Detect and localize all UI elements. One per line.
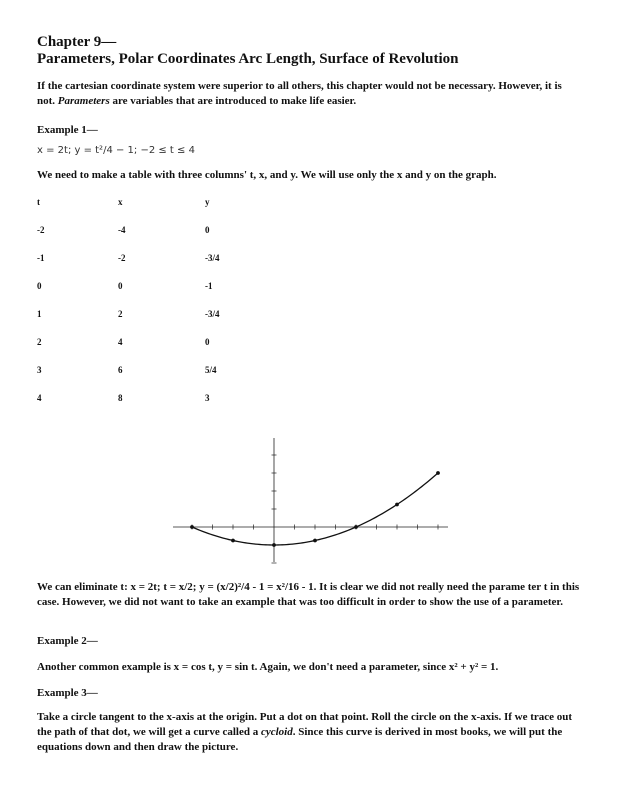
table-cell-x: 2 — [118, 309, 123, 319]
example3-label: Example 3— — [37, 687, 98, 699]
example1-label: Example 1— — [37, 124, 98, 136]
table-row — [37, 365, 265, 393]
table-cell-x: 0 — [118, 281, 123, 291]
example1-elimination: We can eliminate t: x = 2t; t = x/2; y = (x/2)²/4 - 1 = x²/16 - 1. It is clear we did not really need the parame ter t in this case. However, we did not want to take an example that was too difficult in order to show the use of a parameter. — [37, 581, 580, 608]
table-row — [37, 393, 265, 421]
table-cell-y: 0 — [205, 225, 210, 235]
chapter-heading — [37, 34, 582, 68]
table-cell-x: 4 — [118, 337, 123, 347]
graph-point — [436, 471, 440, 475]
graph-point — [313, 539, 317, 543]
table-row — [37, 253, 265, 281]
table-cell-y: 5/4 — [205, 365, 217, 375]
chapter-number: Chapter 9— — [37, 34, 117, 50]
table-cell-t: 0 — [37, 281, 42, 291]
table-cell-t: 1 — [37, 309, 42, 319]
example3-text-end: . Since this curve is derived in most books, we will put the equations down and then draw the picture. — [37, 726, 563, 753]
graph-point — [272, 543, 276, 547]
example2-label: Example 2— — [37, 635, 98, 647]
example3-paragraph — [37, 710, 582, 755]
graph-axes — [173, 438, 448, 563]
table-cell-x: 6 — [118, 365, 123, 375]
table-header-row — [37, 197, 265, 225]
table-header-x: x — [118, 197, 123, 207]
example1-table-note: We need to make a table with three columns' t, x, and y. We will use only the x and y on the graph. — [37, 169, 497, 181]
table-cell-t: 3 — [37, 365, 42, 375]
table-cell-t: 4 — [37, 393, 42, 403]
example3-italic-term: cycloid — [260, 726, 293, 738]
table-row — [37, 337, 265, 365]
graph-point — [354, 525, 358, 529]
parametric-graph — [170, 436, 450, 566]
table-cell-x: -4 — [118, 225, 126, 235]
intro-text-end: are variables that are introduced to make life easier. — [109, 95, 357, 107]
intro-italic-term: Parameters — [57, 95, 110, 107]
example1-formula: x = 2t; y = t²/4 − 1; −2 ≤ t ≤ 4 — [37, 145, 195, 156]
table-cell-y: -3/4 — [205, 253, 220, 263]
graph-point — [395, 503, 399, 507]
table-row — [37, 309, 265, 337]
table-cell-t: -1 — [37, 253, 45, 263]
table-cell-y: -1 — [205, 281, 213, 291]
table-cell-y: -3/4 — [205, 309, 220, 319]
example2-text: Another common example is x = cos t, y = sin t. Again, we don't need a parameter, since x² + y² = 1. — [37, 661, 499, 673]
intro-text: If the cartesian coordinate system were superior to all others, this chapter would not be necessary. However, it is not. — [37, 80, 562, 107]
table-cell-x: 8 — [118, 393, 123, 403]
table-row — [37, 225, 265, 253]
graph-curve — [192, 473, 438, 545]
table-cell-t: 2 — [37, 337, 42, 347]
table-cell-y: 3 — [205, 393, 210, 403]
graph-point — [190, 525, 194, 529]
graph-point — [231, 539, 235, 543]
example3-text: Take a circle tangent to the x-axis at the origin. Put a dot on that point. Roll the circle on the x-axis. If we trace out the path of that dot, we will get a curve called a — [37, 711, 573, 738]
table-row — [37, 281, 265, 309]
table-cell-x: -2 — [118, 253, 126, 263]
table-header-y: y — [205, 197, 210, 207]
graph-points — [190, 471, 440, 547]
intro-paragraph — [37, 79, 582, 109]
table-cell-t: -2 — [37, 225, 45, 235]
chapter-title: Parameters, Polar Coordinates Arc Length, Surface of Revolution — [37, 51, 459, 67]
parameter-table — [37, 197, 265, 421]
table-cell-y: 0 — [205, 337, 210, 347]
table-header-t: t — [37, 197, 40, 207]
